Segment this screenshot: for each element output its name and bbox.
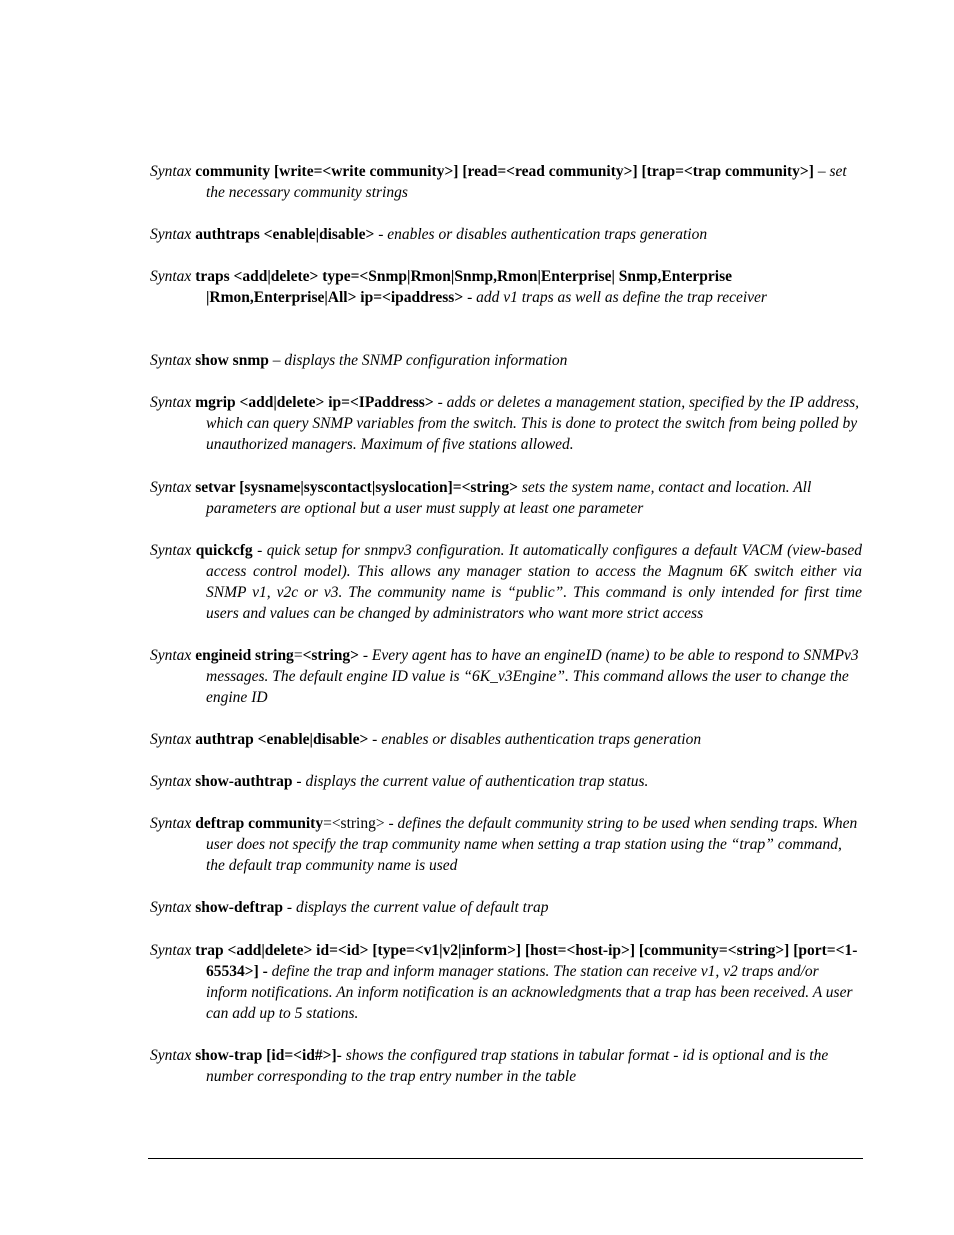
syntax-label: Syntax — [150, 268, 192, 285]
command-text: mgrip <add|delete> ip=<IPaddress> — [195, 394, 434, 411]
syntax-entry-authtrap — [150, 729, 862, 750]
command-description: – set the necessary community strings — [206, 163, 847, 201]
command-argument: <string> — [302, 647, 359, 664]
command-text: show snmp — [195, 352, 269, 369]
syntax-entry-show-deftrap — [150, 897, 862, 918]
command-description: - add v1 traps as well as define the trap receiver — [463, 289, 767, 306]
syntax-label: Syntax — [150, 352, 192, 369]
command-description: - quick setup for snmpv3 configuration. It automatically configures a default VACM (view-based access control model). This allows any manager station to access the Magnum 6K switch either via SNMP v1, v2c or v3. The community name is “public”. This command is only intended for first time users and values can be changed by administrators who want more strict access — [206, 542, 862, 622]
command-description: - enables or disables authentication traps generation — [368, 731, 702, 748]
command-text: engineid string — [195, 647, 294, 664]
command-description: - Every agent has to have an engineID (name) to be able to respond to SNMPv3 messages. The default engine ID value is “6K_v3Engine”. This command allows the user to change the engine ID — [206, 647, 859, 706]
syntax-label: Syntax — [150, 773, 192, 790]
command-description: - defines the default community string to be used when sending traps. When user does not specify the trap community name when setting a trap station using the “trap” command, the default trap community name is used — [206, 815, 858, 874]
command-description: - displays the current value of default trap — [283, 899, 549, 916]
syntax-entry-show-trap — [150, 1045, 862, 1087]
command-description: define the trap and inform manager stations. The station can receive v1, v2 traps and/or inform notifications. An inform notification is an acknowledgments that a trap has been received. A user can add up to 5 stations. — [206, 963, 853, 1022]
command-description: – displays the SNMP configuration information — [268, 352, 568, 369]
syntax-label: Syntax — [150, 1047, 192, 1064]
command-argument: =<string> — [323, 815, 385, 832]
command-text: deftrap community — [195, 815, 324, 832]
footer-divider — [148, 1158, 863, 1159]
syntax-entry-traps — [150, 266, 862, 308]
command-text: show-trap [id=<id#>] — [195, 1047, 337, 1064]
syntax-entry-authtraps — [150, 224, 862, 245]
command-description: - displays the current value of authentication trap status. — [292, 773, 649, 790]
command-text: setvar [sysname|syscontact|syslocation]=<string> — [195, 479, 518, 496]
command-description: sets the system name, contact and location. All parameters are optional but a user must supply at least one parameter — [206, 479, 812, 517]
syntax-entry-show-authtrap — [150, 771, 862, 792]
syntax-entry-engineid — [150, 645, 862, 708]
syntax-label: Syntax — [150, 942, 192, 959]
command-text: show-deftrap — [191, 899, 284, 916]
command-text: authtraps <enable|disable> — [191, 226, 375, 243]
syntax-entry-show-snmp — [150, 350, 862, 371]
syntax-label: Syntax — [150, 163, 192, 180]
command-description: - enables or disables authentication traps generation — [374, 226, 708, 243]
command-text: community [write=<write community>] [read=<read community>] [trap=<trap community>] — [195, 163, 814, 180]
syntax-entry-mgrip — [150, 392, 862, 455]
syntax-entry-community — [150, 161, 862, 203]
syntax-label: Syntax — [150, 731, 192, 748]
syntax-label: Syntax — [150, 647, 192, 664]
command-text: quickcfg — [191, 542, 253, 559]
command-text: show-authtrap — [195, 773, 293, 790]
command-text: trap <add|delete> id=<id> [type=<v1|v2|inform>] [host=<host-ip>] [community=<string>] [port=<1-65534>] - — [195, 942, 858, 980]
command-description: - adds or deletes a management station, specified by the IP address, which can query SNMP variables from the switch. This is done to protect the switch from being polled by unauthorized managers. Maximum of five stations allowed. — [206, 394, 860, 453]
command-equals: = — [293, 647, 303, 664]
syntax-label: Syntax — [150, 899, 192, 916]
syntax-label: Syntax — [150, 226, 192, 243]
syntax-label: Syntax — [150, 815, 192, 832]
syntax-label: Syntax — [150, 479, 192, 496]
syntax-entry-trap — [150, 940, 862, 1024]
syntax-label: Syntax — [150, 394, 192, 411]
command-text: traps <add|delete> type=<Snmp|Rmon|Snmp,Rmon|Enterprise| Snmp,Enterprise |Rmon,Enterprise|All> ip=<ipaddress> — [191, 268, 733, 306]
syntax-entry-setvar — [150, 477, 862, 519]
syntax-entry-quickcfg — [150, 540, 862, 624]
syntax-label: Syntax — [150, 542, 192, 559]
command-text: authtrap <enable|disable> — [191, 731, 369, 748]
syntax-entry-deftrap — [150, 813, 862, 876]
command-description: - shows the configured trap stations in tabular format - id is optional and is the number corresponding to the trap entry number in the table — [206, 1047, 829, 1085]
